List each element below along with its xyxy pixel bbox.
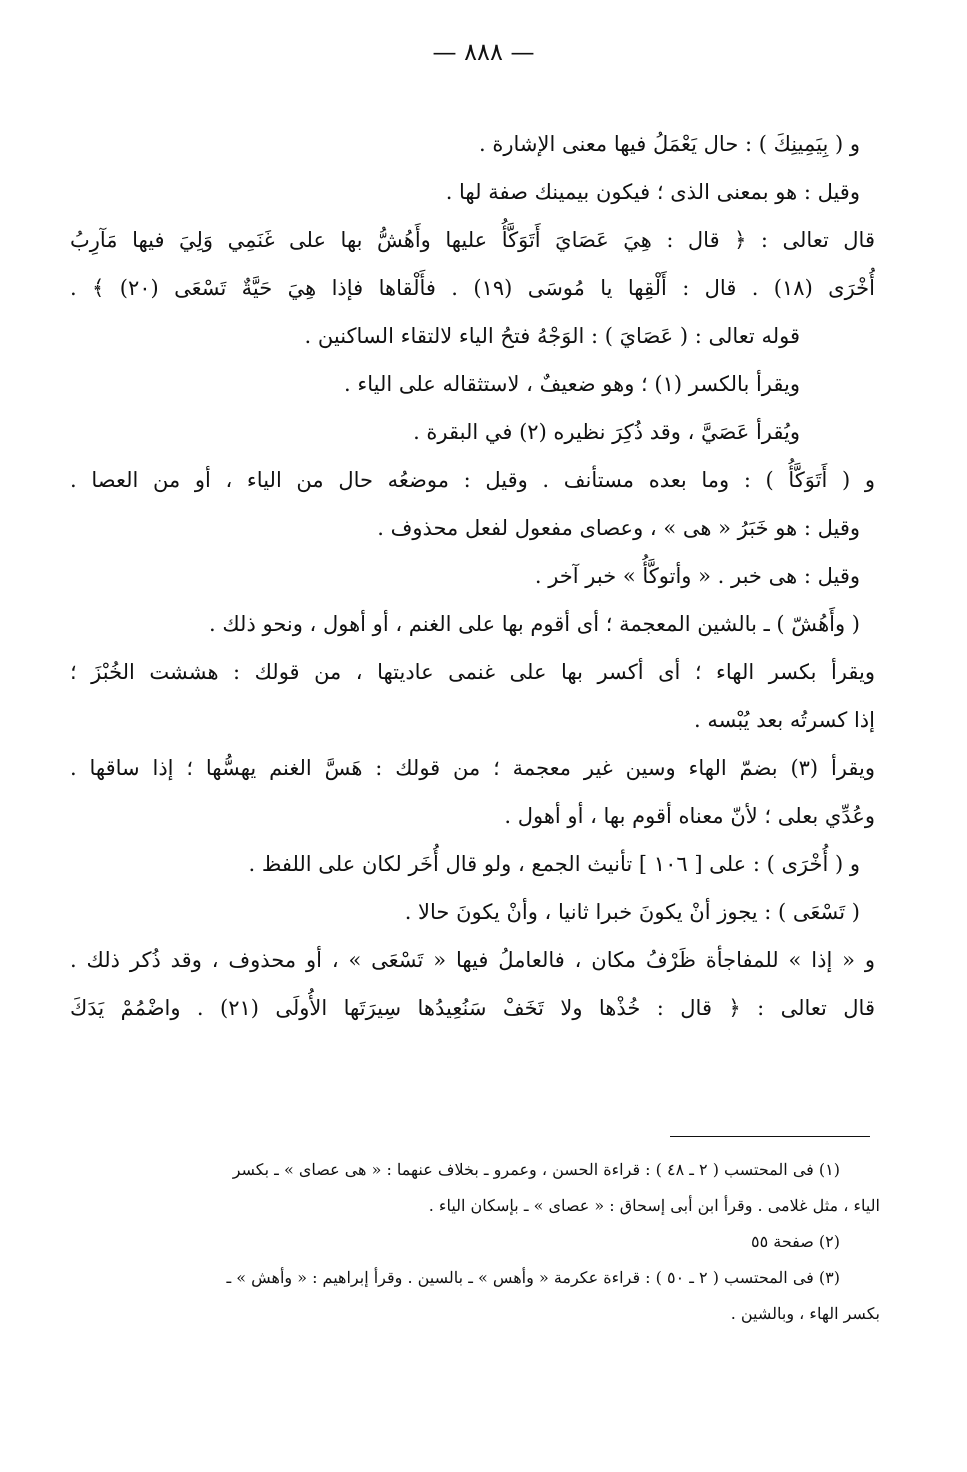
footnotes bbox=[95, 1152, 880, 1332]
text-line: وقيل : هو خَبَرُ « هى » ، وعصاى مفعول لفعل محذوف . bbox=[377, 516, 860, 540]
text-line: و « إذا » للمفاجأة ظَرْفُ مكان ، فالعاملُ فيها « تَسْعَى » ، أو محذوف ، وقد ذُكر ذلك . bbox=[70, 948, 875, 972]
footnote-line: (٢) صفحة ٥٥ bbox=[750, 1232, 840, 1251]
footnote-line: الياء ، مثل غلامى . وقرأ ابن أبى إسحاق : « عصاى » ـ بإسكان الياء . bbox=[428, 1196, 880, 1215]
text-line: وعُدِّي بعلى ؛ لأنّ معناه أقوم بها ، أو أهول . bbox=[504, 804, 875, 828]
text-line: ( وأَهُشّ ) ـ بالشين المعجمة ؛ أى أقوم بها على الغنم ، أو أهول ، ونحو ذلك . bbox=[209, 612, 860, 636]
verse-line: قال تعالى : ﴿ قال : هِيَ عَصَايَ أَتَوَكَّأُ عليها وأَهُشُّ بها على غَنَمِي وَلِيَ فيها مَآرِبُ bbox=[70, 228, 875, 252]
footnote-line: (٣) فى المحتسب ( ٢ ـ ٥٠ ) : قراءة عكرمة « وأهس » ـ بالسين . وقرأ إبراهيم : « وأهش » ـ bbox=[226, 1268, 840, 1287]
footnote-line: بكسر الهاء ، وبالشين . bbox=[730, 1304, 880, 1323]
verse-line: أُخْرَى (١٨) . قال : أَلْقِها يا مُوسَى (١٩) . فأَلْقاها فإذا هِيَ حَيَّةٌ تَسْعَى (٢٠) ﴾ . bbox=[70, 276, 875, 300]
text-line: ( تَسْعَى ) : يجوز أنْ يكونَ خبرا ثانيا ، وأنْ يكونَ حالا . bbox=[404, 900, 860, 924]
verse-line: قال تعالى : ﴿ قال : خُذْها ولا تَخَفْ سَنُعِيدُها سِيرَتَها الأُولَى (٢١) . واضْمُمْ يَدَكَ bbox=[70, 996, 875, 1020]
text-line: إذا كسرتُه بعد يُبْسه . bbox=[694, 708, 875, 732]
text-line: وقيل : هو بمعنى الذى ؛ فيكون بيمينك صفة لها . bbox=[445, 180, 860, 204]
main-text bbox=[70, 120, 875, 1032]
text-line: و ( بِيَمِينِكَ ) : حال يَعْمَلُ فيها معنى الإشارة . bbox=[478, 132, 860, 156]
text-line: ويُقرأ عَصَيَّ ، وقد ذُكِرَ نظيره (٢) في البقرة . bbox=[413, 420, 800, 444]
text-line: ويقرأ بكسر الهاء ؛ أى أكسر بها على غنمى عاديتها ، من قولك : هششت الخُبْزَ ؛ bbox=[70, 660, 875, 684]
footnote-divider bbox=[670, 1136, 870, 1137]
text-line: ويقرأ بالكسر (١) ؛ وهو ضعيفٌ ، لاستثقاله على الياء . bbox=[343, 372, 800, 396]
text-line: ويقرأ (٣) بضمّ الهاء وسين غير معجمة ؛ من قولك : هَسَّ الغنم يهسُّها ؛ إذا ساقها . bbox=[70, 756, 875, 780]
text-line: و ( أَتَوَكَّأُ ) : وما بعده مستأنف . وقيل : موضعُه حال من الياء ، أو من العصا . bbox=[70, 468, 875, 492]
page-number: — ٨٨٨ — bbox=[432, 38, 535, 66]
text-line: وقيل : هى خبر . « وأتوكَّأُ » خبر آخر . bbox=[534, 564, 860, 588]
footnote-line: (١) فى المحتسب ( ٢ ـ ٤٨ ) : قراءة الحسن ، وعمرو ـ بخلاف عنهما : « هى عصاى » ـ بكسر bbox=[232, 1160, 840, 1179]
text-line: و ( أُخْرَى ) : على [ ١٠٦ ] تأنيث الجمع ، ولو قال أُخَر لكان على اللفظ . bbox=[248, 852, 860, 876]
text-line: قوله تعالى : ( عَصَايَ ) : الوَجْهُ فتحُ الياء لالتقاء الساكنين . bbox=[304, 324, 800, 348]
